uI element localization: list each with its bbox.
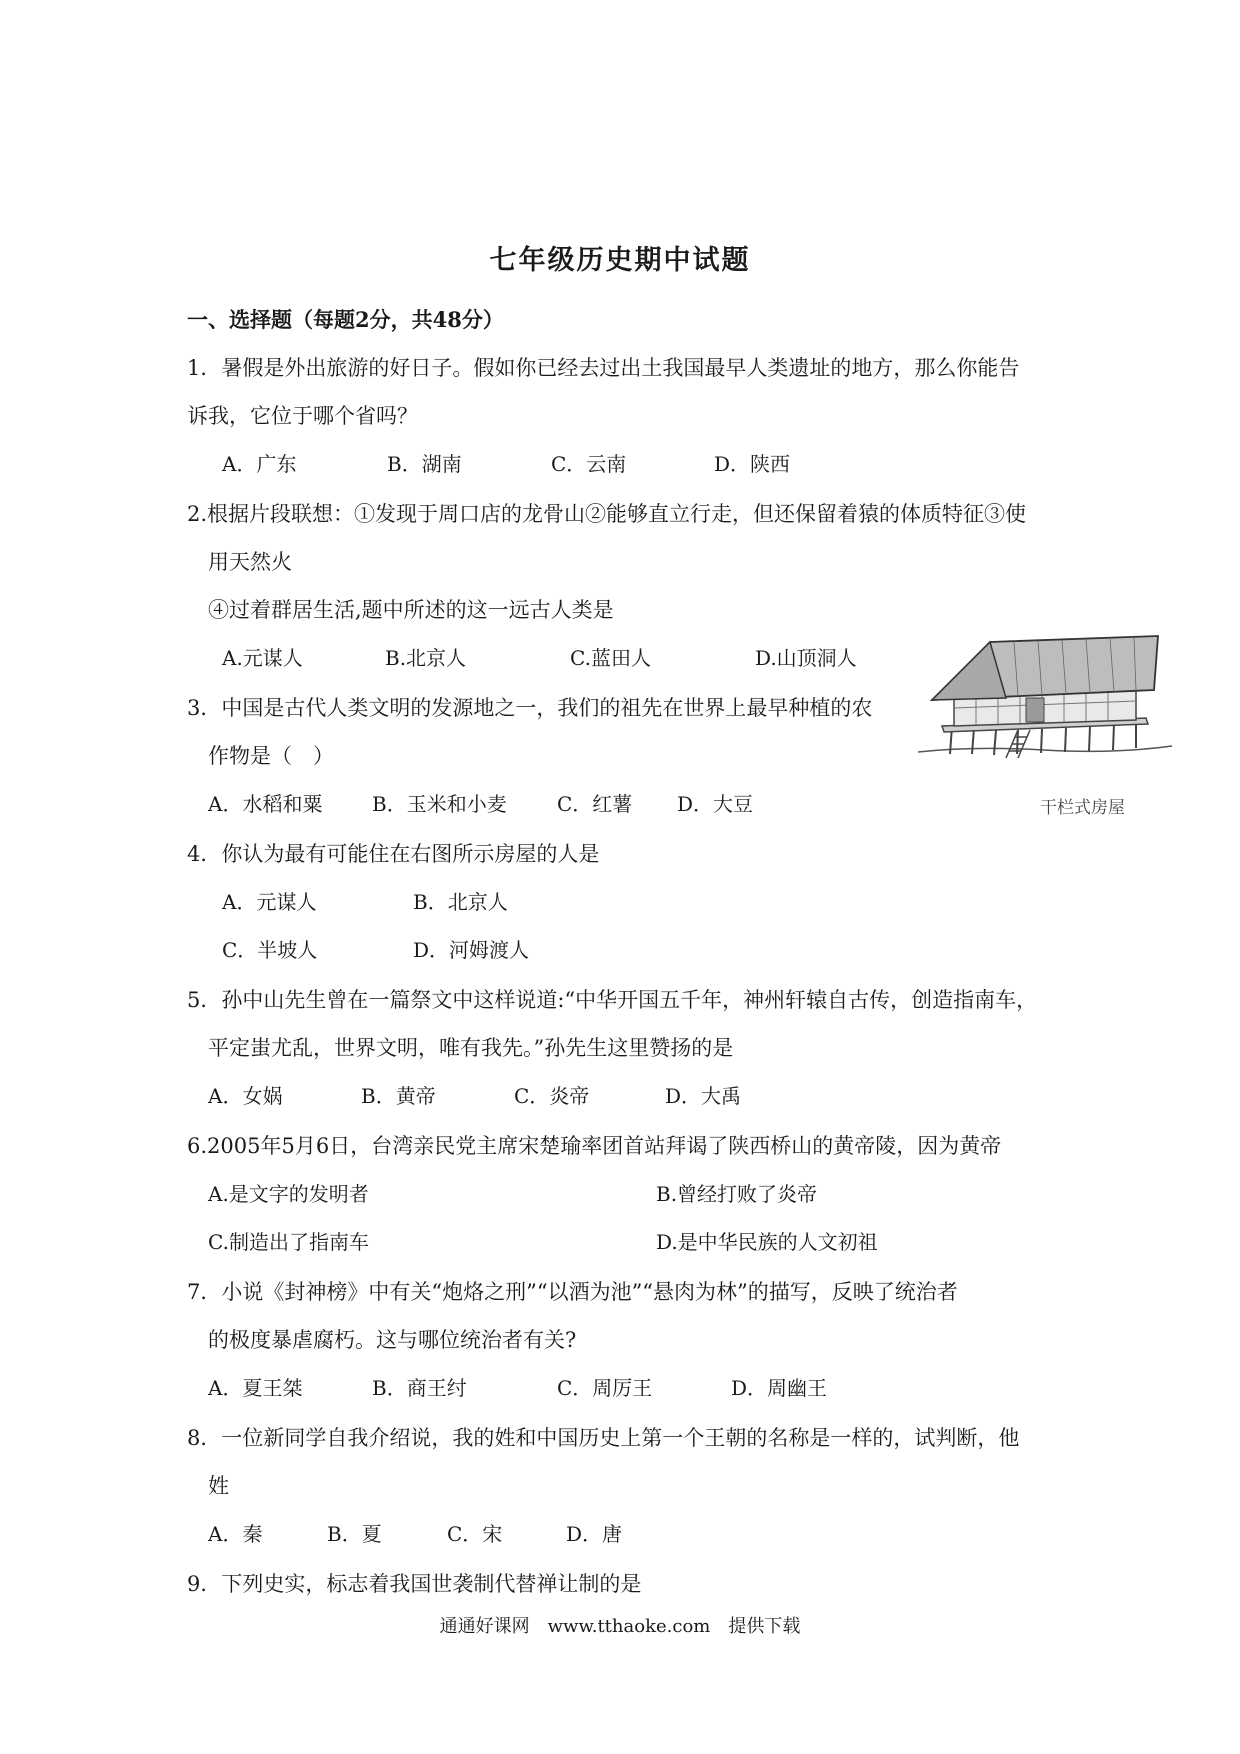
question-3-option-d: D．大豆	[677, 792, 754, 816]
question-6-line-1: 6.2005年5月6日，台湾亲民党主席宋楚瑜率团首站拜谒了陕西桥山的黄帝陵，因为黄帝	[187, 1134, 1002, 1158]
question-4-option-a: A．元谋人	[222, 890, 317, 914]
question-9-line-1: 9．下列史实，标志着我国世袭制代替禅让制的是	[187, 1572, 642, 1596]
question-6-option-c: C.制造出了指南车	[208, 1230, 369, 1254]
question-7-line-1: 7．小说《封神榜》中有关“炮烙之刑”“以酒为池”“悬肉为林”的描写，反映了统治者	[187, 1280, 958, 1304]
question-7-option-d: D．周幽王	[731, 1376, 828, 1400]
question-6-option-a: A.是文字的发明者	[208, 1182, 369, 1206]
question-2-line-1: 2.根据片段联想：①发现于周口店的龙骨山②能够直立行走，但还保留着猿的体质特征③使	[187, 502, 1027, 526]
question-1-option-d: D．陕西	[714, 452, 791, 476]
question-3-option-b: B．玉米和小麦	[372, 792, 507, 816]
question-6-option-b: B.曾经打败了炎帝	[656, 1182, 818, 1206]
question-5-option-b: B．黄帝	[361, 1084, 436, 1108]
question-7-option-c: C．周厉王	[557, 1376, 653, 1400]
question-8-option-d: D．唐	[566, 1522, 623, 1546]
question-1-line-2: 诉我，它位于哪个省吗？	[187, 404, 418, 428]
question-5-option-a: A．女娲	[208, 1084, 283, 1108]
question-6-option-d: D.是中华民族的人文初祖	[656, 1230, 878, 1254]
question-4-option-d: D．河姆渡人	[413, 938, 530, 962]
question-4-option-c: C．半坡人	[222, 938, 318, 962]
question-8-option-b: B．夏	[327, 1522, 382, 1546]
question-4-option-b: B．北京人	[413, 890, 508, 914]
question-7-line-2: 的极度暴虐腐朽。这与哪位统治者有关?	[208, 1328, 577, 1352]
question-8-line-2: 姓	[208, 1474, 229, 1498]
question-2-option-b: B.北京人	[385, 646, 467, 670]
question-5-option-c: C．炎帝	[514, 1084, 590, 1108]
question-3-option-c: C．红薯	[557, 792, 633, 816]
question-2-option-c: C.蓝田人	[570, 646, 651, 670]
section-heading: 一、选择题（每题2分，共48分）	[187, 307, 504, 332]
question-2-line-3: ④过着群居生活,题中所述的这一远古人类是	[208, 598, 614, 622]
question-3-option-a: A．水稻和粟	[208, 792, 323, 816]
question-1-option-a: A．广东	[222, 452, 297, 476]
page-footer: 通通好课网 www.tthaoke.com 提供下载	[439, 1616, 801, 1637]
question-8-line-1: 8．一位新同学自我介绍说，我的姓和中国历史上第一个王朝的名称是一样的，试判断，他	[187, 1426, 1020, 1450]
question-2-option-d: D.山顶洞人	[755, 646, 857, 670]
page-title: 七年级历史期中试题	[489, 245, 751, 276]
stilt-house-icon	[914, 634, 1176, 794]
question-1-option-b: B．湖南	[387, 452, 462, 476]
question-2-line-2: 用天然火	[208, 550, 292, 574]
question-5-line-1: 5．孙中山先生曾在一篇祭文中这样说道:“中华开国五千年，神州轩辕自古传，创造指南车，	[187, 988, 1038, 1012]
question-5-line-2: 平定蚩尤乱，世界文明，唯有我先。”孙先生这里赞扬的是	[208, 1036, 734, 1060]
question-4-line-1: 4．你认为最有可能住在右图所示房屋的人是	[187, 842, 600, 866]
question-1-option-c: C．云南	[551, 452, 627, 476]
question-8-option-c: C．宋	[447, 1522, 503, 1546]
question-7-option-b: B．商王纣	[372, 1376, 467, 1400]
question-3-line-1: 3．中国是古代人类文明的发源地之一，我们的祖先在世界上最早种植的农	[187, 696, 873, 720]
question-5-option-d: D．大禹	[665, 1084, 742, 1108]
question-1-line-1: 1．暑假是外出旅游的好日子。假如你已经去过出土我国最早人类遗址的地方，那么你能告	[187, 356, 1020, 380]
question-2-option-a: A.元谋人	[222, 646, 303, 670]
question-8-option-a: A．秦	[208, 1522, 263, 1546]
figure-caption: 干栏式房屋	[1040, 798, 1125, 818]
question-7-option-a: A．夏王桀	[208, 1376, 303, 1400]
question-3-line-2: 作物是（ ）	[208, 744, 334, 768]
